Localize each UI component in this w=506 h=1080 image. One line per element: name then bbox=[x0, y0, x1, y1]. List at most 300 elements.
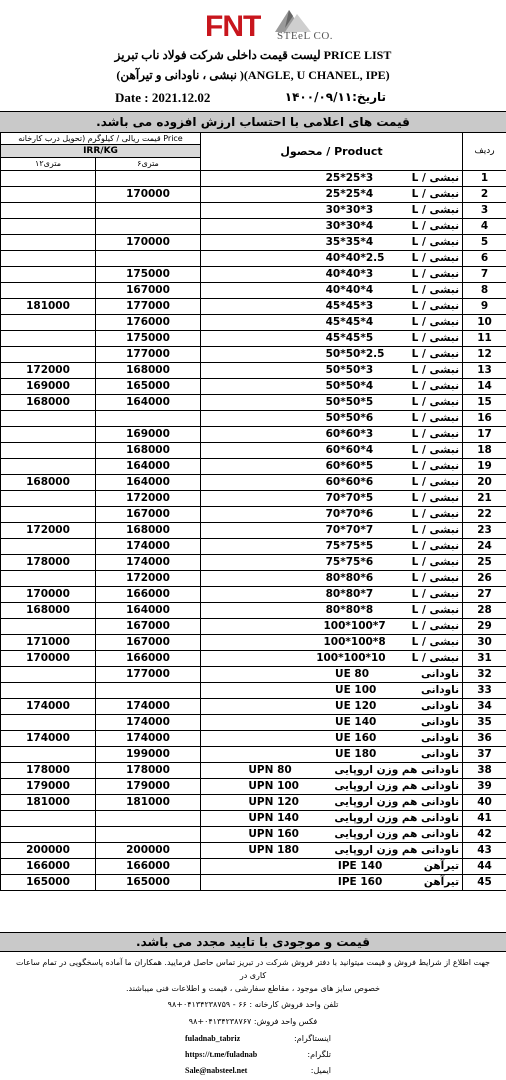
price-6m-cell bbox=[96, 683, 201, 699]
product-size: 75*75*5 bbox=[325, 540, 374, 552]
row-number-cell: 43 bbox=[463, 843, 506, 859]
price-6m-cell bbox=[96, 251, 201, 267]
table-row bbox=[1, 299, 506, 315]
product-type: ناودانی bbox=[421, 732, 460, 744]
date-gregorian: Date : 2021.12.02 bbox=[115, 90, 211, 105]
product-size: 50*50*6 bbox=[325, 412, 374, 424]
product-type: نبشی / L bbox=[411, 268, 460, 280]
price-6m-cell bbox=[96, 811, 201, 827]
product-type: نبشی / L bbox=[411, 300, 460, 312]
price-12m-cell bbox=[1, 331, 96, 347]
table-row bbox=[1, 779, 506, 795]
price-12m-cell bbox=[1, 539, 96, 555]
product-size: 60*60*3 bbox=[325, 428, 374, 440]
table-row bbox=[1, 603, 506, 619]
product-type: نبشی / L bbox=[411, 572, 460, 584]
product-type: نبشی / L bbox=[411, 236, 460, 248]
product-type: نبشی / L bbox=[411, 508, 460, 520]
product-type: نبشی / L bbox=[411, 380, 460, 392]
product-size: UE 120 bbox=[335, 700, 377, 712]
fax-number: فکس واحد فروش: ۰۴۱۳۴۲۳۸۷۶۷+۹۸ bbox=[188, 1017, 318, 1026]
price-6m-cell: 174000 bbox=[96, 715, 201, 731]
instagram-label: اینستاگرام: bbox=[294, 1034, 331, 1043]
product-size: 60*60*5 bbox=[325, 460, 374, 472]
product-cell bbox=[201, 683, 463, 699]
product-cell bbox=[201, 171, 463, 187]
product-cell bbox=[201, 731, 463, 747]
product-size: 50*50*3 bbox=[325, 364, 374, 376]
product-cell bbox=[201, 555, 463, 571]
price-6m-cell: 200000 bbox=[96, 843, 201, 859]
table-row bbox=[1, 187, 506, 203]
row-number-cell: 15 bbox=[463, 395, 506, 411]
row-number-cell: 29 bbox=[463, 619, 506, 635]
table-row bbox=[1, 315, 506, 331]
product-type: نبشی / L bbox=[411, 476, 460, 488]
table-row bbox=[1, 203, 506, 219]
product-size: 80*80*8 bbox=[325, 604, 374, 616]
price-6m-cell: 164000 bbox=[96, 395, 201, 411]
row-number-cell: 32 bbox=[463, 667, 506, 683]
table-row bbox=[1, 875, 506, 891]
table-row bbox=[1, 539, 506, 555]
brand-subtitle: STEeL CO. bbox=[277, 30, 334, 42]
price-12m-cell bbox=[1, 747, 96, 763]
product-cell bbox=[201, 203, 463, 219]
product-cell bbox=[201, 779, 463, 795]
product-size: 80*80*7 bbox=[325, 588, 374, 600]
price-12m-cell bbox=[1, 267, 96, 283]
price-12m-cell: 179000 bbox=[1, 779, 96, 795]
product-size: 70*70*7 bbox=[325, 524, 374, 536]
row-number-cell: 1 bbox=[463, 171, 506, 187]
title-line-2: (نبشی ، ناودانی و تیرآهن )(ANGLE, U CHANEL, IPE) bbox=[116, 68, 390, 82]
row-number-cell: 25 bbox=[463, 555, 506, 571]
product-type: ناودانی bbox=[421, 684, 460, 696]
product-size: 45*45*3 bbox=[325, 300, 374, 312]
product-type: نبشی / L bbox=[411, 428, 460, 440]
price-6m-cell bbox=[96, 171, 201, 187]
row-number-cell: 35 bbox=[463, 715, 506, 731]
product-cell bbox=[201, 523, 463, 539]
price-12m-cell bbox=[1, 459, 96, 475]
product-type: نبشی / L bbox=[411, 204, 460, 216]
product-cell bbox=[201, 635, 463, 651]
row-number-cell: 10 bbox=[463, 315, 506, 331]
table-row bbox=[1, 811, 506, 827]
table-row bbox=[1, 619, 506, 635]
product-cell bbox=[201, 763, 463, 779]
table-row bbox=[1, 859, 506, 875]
product-type: ناودانی bbox=[421, 748, 460, 760]
row-number-cell: 20 bbox=[463, 475, 506, 491]
price-12m-cell bbox=[1, 171, 96, 187]
product-type: نبشی / L bbox=[411, 284, 460, 296]
product-size: 100*100*10 bbox=[316, 652, 386, 664]
product-size: 100*100*7 bbox=[323, 620, 386, 632]
price-6m-cell: 166000 bbox=[96, 651, 201, 667]
price-6m-cell: 165000 bbox=[96, 379, 201, 395]
price-12m-cell: 172000 bbox=[1, 523, 96, 539]
row-number-cell: 45 bbox=[463, 875, 506, 891]
table-row bbox=[1, 491, 506, 507]
product-cell bbox=[201, 859, 463, 875]
price-6m-cell: 165000 bbox=[96, 875, 201, 891]
product-type: نبشی / L bbox=[411, 524, 460, 536]
table-row bbox=[1, 699, 506, 715]
product-cell bbox=[201, 715, 463, 731]
product-cell bbox=[201, 363, 463, 379]
price-12m-cell bbox=[1, 491, 96, 507]
price-6m-cell: 168000 bbox=[96, 523, 201, 539]
row-number-cell: 26 bbox=[463, 571, 506, 587]
product-size: UE 180 bbox=[335, 748, 377, 760]
price-12m-cell: 178000 bbox=[1, 763, 96, 779]
product-size: 45*45*5 bbox=[325, 332, 374, 344]
table-row bbox=[1, 587, 506, 603]
price-6m-cell bbox=[96, 203, 201, 219]
product-size: UE 80 bbox=[335, 668, 370, 680]
product-type: نبشی / L bbox=[411, 444, 460, 456]
product-cell bbox=[201, 507, 463, 523]
product-size: 80*80*6 bbox=[325, 572, 374, 584]
price-6m-cell: 174000 bbox=[96, 699, 201, 715]
price-12m-cell: 172000 bbox=[1, 363, 96, 379]
price-6m-cell: 199000 bbox=[96, 747, 201, 763]
product-type: نبشی / L bbox=[411, 364, 460, 376]
price-6m-cell: 177000 bbox=[96, 667, 201, 683]
product-cell bbox=[201, 315, 463, 331]
price-12m-cell bbox=[1, 347, 96, 363]
stock-notice: قیمت و موجودی با تایید مجدد می باشد. bbox=[0, 932, 506, 952]
table-row bbox=[1, 763, 506, 779]
product-cell bbox=[201, 843, 463, 859]
table-row bbox=[1, 651, 506, 667]
price-6m-cell: 181000 bbox=[96, 795, 201, 811]
col-6m-header: ۶متری bbox=[96, 158, 201, 171]
product-size: UPN 120 bbox=[248, 796, 299, 808]
price-6m-cell: 177000 bbox=[96, 347, 201, 363]
product-cell bbox=[201, 283, 463, 299]
table-row bbox=[1, 363, 506, 379]
price-12m-cell bbox=[1, 619, 96, 635]
price-6m-cell: 168000 bbox=[96, 363, 201, 379]
product-type: ناودانی bbox=[421, 668, 460, 680]
vat-notice: قیمت های اعلامی با احتساب ارزش افزوده می باشد. bbox=[0, 111, 506, 133]
row-number-cell: 31 bbox=[463, 651, 506, 667]
row-number-cell: 11 bbox=[463, 331, 506, 347]
product-type: نبشی / L bbox=[411, 412, 460, 424]
row-number-cell: 23 bbox=[463, 523, 506, 539]
price-6m-cell: 169000 bbox=[96, 427, 201, 443]
product-cell bbox=[201, 379, 463, 395]
product-size: UPN 80 bbox=[248, 764, 292, 776]
brand-logo bbox=[205, 6, 335, 46]
product-size: 60*60*6 bbox=[325, 476, 374, 488]
product-header: محصول / Product bbox=[201, 133, 463, 171]
price-6m-cell: 167000 bbox=[96, 283, 201, 299]
price-12m-cell: 168000 bbox=[1, 603, 96, 619]
product-size: 45*45*4 bbox=[325, 316, 374, 328]
product-size: UE 160 bbox=[335, 732, 377, 744]
product-cell bbox=[201, 267, 463, 283]
email-label: ایمیل: bbox=[310, 1066, 331, 1075]
row-number-cell: 13 bbox=[463, 363, 506, 379]
row-number-cell: 5 bbox=[463, 235, 506, 251]
product-size: UE 140 bbox=[335, 716, 377, 728]
table-row bbox=[1, 443, 506, 459]
row-number-cell: 9 bbox=[463, 299, 506, 315]
price-6m-cell bbox=[96, 827, 201, 843]
row-number-cell: 42 bbox=[463, 827, 506, 843]
price-12m-cell bbox=[1, 571, 96, 587]
price-6m-cell: 167000 bbox=[96, 507, 201, 523]
price-12m-cell: 165000 bbox=[1, 875, 96, 891]
product-cell bbox=[201, 603, 463, 619]
price-12m-cell: 171000 bbox=[1, 635, 96, 651]
date-row bbox=[0, 90, 506, 108]
table-row bbox=[1, 347, 506, 363]
table-row bbox=[1, 683, 506, 699]
row-number-cell: 30 bbox=[463, 635, 506, 651]
table-row bbox=[1, 395, 506, 411]
table-row bbox=[1, 267, 506, 283]
product-cell bbox=[201, 491, 463, 507]
table-row bbox=[1, 555, 506, 571]
product-type: ناودانی هم وزن اروپایی bbox=[334, 844, 460, 856]
product-size: UPN 180 bbox=[248, 844, 299, 856]
row-number-cell: 12 bbox=[463, 347, 506, 363]
price-6m-cell: 170000 bbox=[96, 187, 201, 203]
price-12m-cell bbox=[1, 251, 96, 267]
row-number-cell: 16 bbox=[463, 411, 506, 427]
product-type: نبشی / L bbox=[411, 604, 460, 616]
table-row bbox=[1, 827, 506, 843]
price-6m-cell: 164000 bbox=[96, 475, 201, 491]
product-size: IPE 140 bbox=[337, 860, 383, 872]
telegram-row bbox=[0, 1050, 506, 1064]
product-size: 70*70*6 bbox=[325, 508, 374, 520]
price-6m-cell: 172000 bbox=[96, 491, 201, 507]
price-12m-cell bbox=[1, 411, 96, 427]
table-row bbox=[1, 507, 506, 523]
product-type: نبشی / L bbox=[411, 556, 460, 568]
product-cell bbox=[201, 811, 463, 827]
row-number-cell: 7 bbox=[463, 267, 506, 283]
col-12m-header: ۱۲متری bbox=[1, 158, 96, 171]
product-type: ناودانی هم وزن اروپایی bbox=[334, 812, 460, 824]
product-size: IPE 160 bbox=[337, 876, 383, 888]
row-number-cell: 40 bbox=[463, 795, 506, 811]
price-12m-cell bbox=[1, 715, 96, 731]
price-12m-cell bbox=[1, 507, 96, 523]
product-size: 100*100*8 bbox=[323, 636, 386, 648]
price-12m-cell: 166000 bbox=[1, 859, 96, 875]
row-number-cell: 17 bbox=[463, 427, 506, 443]
price-12m-cell bbox=[1, 187, 96, 203]
product-type: نبشی / L bbox=[411, 492, 460, 504]
product-cell bbox=[201, 299, 463, 315]
footer-text-1: جهت اطلاع از شرایط فروش و قیمت میتوانید با دفتر فروش شرکت در تبریز تماس حاصل فرمایید. همکاران ما آماده پاسخگویی در تمام ساعات کاری در bbox=[15, 958, 490, 980]
price-12m-cell bbox=[1, 827, 96, 843]
product-size: 50*50*5 bbox=[325, 396, 374, 408]
table-row bbox=[1, 427, 506, 443]
product-size: 50*50*2.5 bbox=[325, 348, 385, 360]
product-size: UPN 140 bbox=[248, 812, 299, 824]
price-6m-cell bbox=[96, 219, 201, 235]
row-number-cell: 28 bbox=[463, 603, 506, 619]
footer-note bbox=[10, 956, 496, 995]
unit-header: IRR/KG bbox=[1, 145, 201, 158]
product-size: 25*25*3 bbox=[325, 172, 374, 184]
row-number-cell: 8 bbox=[463, 283, 506, 299]
table-row bbox=[1, 715, 506, 731]
product-type: نبشی / L bbox=[411, 636, 460, 648]
instagram-handle[interactable]: fuladnab_tabriz bbox=[185, 1034, 241, 1043]
row-number-header: ردیف bbox=[463, 133, 506, 171]
price-12m-cell bbox=[1, 283, 96, 299]
product-type: ناودانی bbox=[421, 716, 460, 728]
product-type: نبشی / L bbox=[411, 252, 460, 264]
product-size: 35*35*4 bbox=[325, 236, 374, 248]
row-number-cell: 19 bbox=[463, 459, 506, 475]
product-size: UPN 160 bbox=[248, 828, 299, 840]
product-type: تیرآهن bbox=[423, 860, 460, 872]
product-size: 30*30*4 bbox=[325, 220, 374, 232]
row-number-cell: 6 bbox=[463, 251, 506, 267]
row-number-cell: 27 bbox=[463, 587, 506, 603]
product-cell bbox=[201, 699, 463, 715]
product-cell bbox=[201, 411, 463, 427]
product-cell bbox=[201, 747, 463, 763]
price-6m-cell: 174000 bbox=[96, 555, 201, 571]
row-number-cell: 37 bbox=[463, 747, 506, 763]
product-cell bbox=[201, 459, 463, 475]
row-number-cell: 14 bbox=[463, 379, 506, 395]
product-type: نبشی / L bbox=[411, 316, 460, 328]
price-6m-cell: 166000 bbox=[96, 587, 201, 603]
table-row bbox=[1, 731, 506, 747]
price-6m-cell: 164000 bbox=[96, 459, 201, 475]
row-number-cell: 36 bbox=[463, 731, 506, 747]
price-6m-cell: 174000 bbox=[96, 731, 201, 747]
row-number-cell: 22 bbox=[463, 507, 506, 523]
product-type: ناودانی هم وزن اروپایی bbox=[334, 828, 460, 840]
row-number-cell: 21 bbox=[463, 491, 506, 507]
price-6m-cell: 179000 bbox=[96, 779, 201, 795]
product-size: 50*50*4 bbox=[325, 380, 374, 392]
price-6m-cell: 174000 bbox=[96, 539, 201, 555]
product-type: ناودانی bbox=[421, 700, 460, 712]
table-row bbox=[1, 219, 506, 235]
product-cell bbox=[201, 395, 463, 411]
factory-phone: تلفن واحد فروش کارخانه : ۶۶ - ۰۴۱۳۴۲۳۸۷۵۹+۹۸ bbox=[167, 1000, 339, 1009]
product-type: ناودانی هم وزن اروپایی bbox=[334, 780, 460, 792]
price-12m-cell: 168000 bbox=[1, 395, 96, 411]
table-row bbox=[1, 523, 506, 539]
price-6m-cell: 167000 bbox=[96, 635, 201, 651]
row-number-cell: 3 bbox=[463, 203, 506, 219]
price-12m-cell bbox=[1, 667, 96, 683]
price-6m-cell: 176000 bbox=[96, 315, 201, 331]
product-type: تیرآهن bbox=[423, 876, 460, 888]
footer-text-2: خصوص سایز های موجود ، مقاطع سفارشی ، قیمت و اطلاعات فنی میباشند. bbox=[126, 984, 380, 993]
product-size: UPN 100 bbox=[248, 780, 299, 792]
price-12m-cell: 170000 bbox=[1, 651, 96, 667]
table-row bbox=[1, 235, 506, 251]
price-6m-cell: 175000 bbox=[96, 331, 201, 347]
telegram-link[interactable]: https://t.me/fuladnab bbox=[185, 1050, 258, 1059]
table-row bbox=[1, 571, 506, 587]
product-size: 75*75*6 bbox=[325, 556, 374, 568]
instagram-row bbox=[0, 1034, 506, 1048]
row-number-cell: 34 bbox=[463, 699, 506, 715]
email-link[interactable]: Sale@nabsteel.net bbox=[185, 1066, 248, 1075]
product-type: نبشی / L bbox=[411, 348, 460, 360]
product-type: نبشی / L bbox=[411, 588, 460, 600]
row-number-cell: 39 bbox=[463, 779, 506, 795]
price-6m-cell: 177000 bbox=[96, 299, 201, 315]
price-6m-cell: 166000 bbox=[96, 859, 201, 875]
table-row bbox=[1, 379, 506, 395]
price-12m-cell: 174000 bbox=[1, 699, 96, 715]
product-cell bbox=[201, 651, 463, 667]
price-12m-cell bbox=[1, 811, 96, 827]
price-6m-cell: 167000 bbox=[96, 619, 201, 635]
table-row bbox=[1, 475, 506, 491]
product-cell bbox=[201, 235, 463, 251]
telegram-label: تلگرام: bbox=[307, 1050, 331, 1059]
price-12m-cell bbox=[1, 427, 96, 443]
price-6m-cell: 172000 bbox=[96, 571, 201, 587]
product-cell bbox=[201, 667, 463, 683]
table-row bbox=[1, 667, 506, 683]
product-cell bbox=[201, 571, 463, 587]
product-size: 70*70*5 bbox=[325, 492, 374, 504]
price-12m-cell: 200000 bbox=[1, 843, 96, 859]
product-size: 60*60*4 bbox=[325, 444, 374, 456]
product-type: نبشی / L bbox=[411, 220, 460, 232]
price-12m-cell bbox=[1, 235, 96, 251]
product-type: ناودانی هم وزن اروپایی bbox=[334, 764, 460, 776]
product-type: نبشی / L bbox=[411, 396, 460, 408]
price-12m-cell: 168000 bbox=[1, 475, 96, 491]
table-row bbox=[1, 795, 506, 811]
price-6m-cell: 175000 bbox=[96, 267, 201, 283]
table-row bbox=[1, 747, 506, 763]
product-type: نبشی / L bbox=[411, 332, 460, 344]
table-row bbox=[1, 459, 506, 475]
price-6m-cell: 178000 bbox=[96, 763, 201, 779]
product-type: نبشی / L bbox=[411, 540, 460, 552]
price-6m-cell: 164000 bbox=[96, 603, 201, 619]
product-type: نبشی / L bbox=[411, 172, 460, 184]
product-cell bbox=[201, 619, 463, 635]
product-cell bbox=[201, 219, 463, 235]
table-row bbox=[1, 331, 506, 347]
product-size: UE 100 bbox=[335, 684, 377, 696]
price-header: قیمت ریالی / کیلوگرم (تحویل درب کارخانه Price bbox=[1, 133, 201, 145]
price-6m-cell: 170000 bbox=[96, 235, 201, 251]
row-number-cell: 44 bbox=[463, 859, 506, 875]
product-cell bbox=[201, 475, 463, 491]
product-size: 40*40*3 bbox=[325, 268, 374, 280]
product-cell bbox=[201, 587, 463, 603]
row-number-cell: 2 bbox=[463, 187, 506, 203]
price-6m-cell bbox=[96, 411, 201, 427]
product-type: نبشی / L bbox=[411, 460, 460, 472]
brand-name: FNT bbox=[205, 10, 261, 43]
